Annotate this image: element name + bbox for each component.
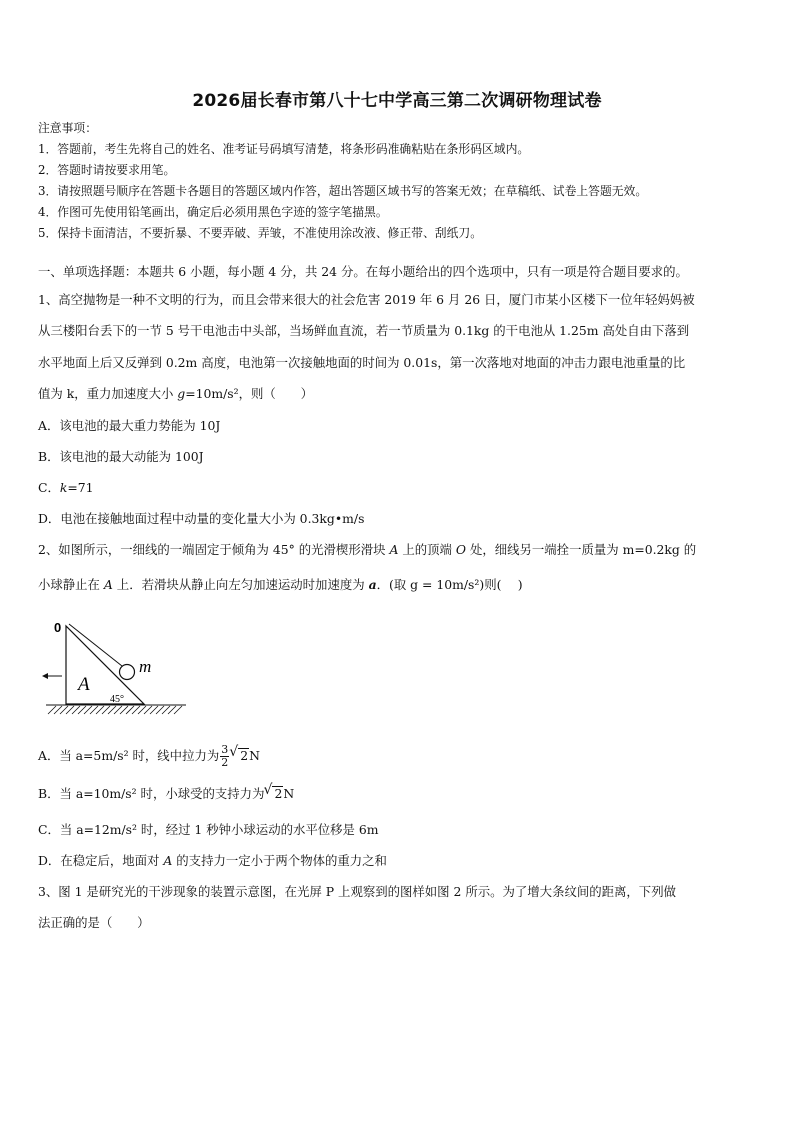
question-text: 1、高空抛物是一种不文明的行为，而且会带来很大的社会危害 2019 年 6 月 26 日，厦门市某小区楼下一位年轻妈妈被 bbox=[38, 292, 695, 307]
option-d bbox=[38, 853, 760, 869]
text-run: 上的顶端 bbox=[398, 542, 456, 557]
question-text bbox=[38, 577, 760, 593]
fraction-denominator: 2 bbox=[221, 756, 229, 769]
question-text bbox=[38, 386, 760, 402]
question-text: 3、图 1 是研究光的干涉现象的装置示意图，在光屏 P 上观察到的图样如图 2 所示。为了增大条纹间的距离，下列做 bbox=[38, 884, 676, 899]
var-a: a bbox=[368, 577, 377, 592]
text-run: =71 bbox=[67, 480, 94, 495]
text-run: 处，细线另一端拴一质量为 m=0.2kg 的 bbox=[466, 542, 697, 557]
question-text bbox=[38, 542, 760, 558]
text-run: =10m/s²，则（ ） bbox=[185, 386, 313, 401]
question-text: 法正确的是（ ） bbox=[38, 915, 150, 930]
text-run: 2、如图所示，一细线的一端固定于倾角为 45° 的光滑楔形滑块 bbox=[38, 542, 390, 557]
text-run: A．当 a=5m/s² 时，线中拉力为 bbox=[38, 748, 220, 763]
text-run: B．当 a=10m/s² 时，小球受的支持力为 bbox=[38, 786, 265, 801]
fraction-numerator: 3 bbox=[221, 743, 229, 756]
section-heading: 一、单项选择题：本题共 6 小题，每小题 4 分，共 24 分。在每小题给出的四个选项中，只有一项是符合题目要求的。 bbox=[38, 264, 688, 279]
text-run: 值为 k，重力加速度大小 bbox=[38, 386, 178, 401]
notes-item: 1．答题前，考生先将自己的姓名、准考证号码填写清楚，将条形码准确粘贴在条形码区域内。 bbox=[38, 142, 530, 156]
option-a: A．该电池的最大重力势能为 10J bbox=[38, 418, 221, 433]
string-line bbox=[69, 624, 122, 666]
question-text: 从三楼阳台丢下的一节 5 号干电池击中头部，当场鲜血直流，若一节质量为 0.1kg 的干电池从 1.25m 高处自由下落到 bbox=[38, 323, 690, 338]
var-A: A bbox=[163, 853, 173, 868]
ball-m bbox=[120, 665, 135, 680]
unit: N bbox=[249, 748, 260, 763]
option-c: C．当 a=12m/s² 时，经过 1 秒钟小球运动的水平位移是 6m bbox=[38, 822, 379, 837]
text-run: 上．若滑块从静止向左匀加速运动时加速度为 bbox=[112, 577, 369, 592]
text-run: ．(取 g = 10m/s²)则( ) bbox=[376, 577, 523, 592]
option-b bbox=[38, 786, 760, 802]
option-d: D．电池在接触地面过程中动量的变化量大小为 0.3kg•m/s bbox=[38, 511, 365, 526]
notes-item: 3．请按照题号顺序在答题卡各题目的答题区域内作答，超出答题区域书写的答案无效；在草稿纸、试卷上答题无效。 bbox=[38, 184, 648, 198]
var-O: O bbox=[455, 542, 467, 557]
option-c bbox=[38, 480, 760, 496]
wedge-figure bbox=[38, 610, 198, 722]
label-angle: 45° bbox=[110, 694, 124, 705]
notes-item: 2．答题时请按要求用笔。 bbox=[38, 163, 176, 177]
sqrt: √ 2 bbox=[272, 786, 283, 800]
var-k: k bbox=[59, 480, 68, 495]
text-run: 小球静止在 bbox=[38, 577, 104, 592]
unit: N bbox=[283, 786, 295, 801]
text-run: D．在稳定后，地面对 bbox=[38, 853, 164, 868]
ground-hatch bbox=[48, 706, 182, 714]
text-run: 的支持力一定小于两个物体的重力之和 bbox=[172, 853, 387, 868]
notes-item: 4．作图可先使用铅笔画出，确定后必须用黑色字迹的签字笔描黑。 bbox=[38, 205, 388, 219]
question-text: 水平地面上后又反弹到 0.2m 高度，电池第一次接触地面的时间为 0.01s，第一次落地对地面的冲击力跟电池重量的比 bbox=[38, 355, 686, 370]
text-run: C． bbox=[38, 480, 60, 495]
fraction bbox=[220, 744, 229, 769]
option-b: B．该电池的最大动能为 100J bbox=[38, 449, 204, 464]
var-A: A bbox=[103, 577, 113, 592]
page-title: 2026届长春市第八十七中学高三第二次调研物理试卷 bbox=[192, 91, 602, 111]
arrow-head-icon bbox=[42, 673, 48, 679]
sqrt: √ 2 bbox=[238, 748, 249, 762]
label-o: 0 bbox=[54, 620, 62, 635]
notes-heading: 注意事项： bbox=[38, 121, 97, 135]
option-a bbox=[38, 744, 760, 769]
notes-item: 5．保持卡面清洁，不要折暴、不要弄破、弄皱，不准使用涂改液、修正带、刮纸刀。 bbox=[38, 226, 482, 240]
label-m: m bbox=[139, 657, 152, 676]
var-g: g bbox=[177, 386, 186, 401]
label-a: A bbox=[78, 674, 90, 695]
var-A: A bbox=[389, 542, 399, 557]
